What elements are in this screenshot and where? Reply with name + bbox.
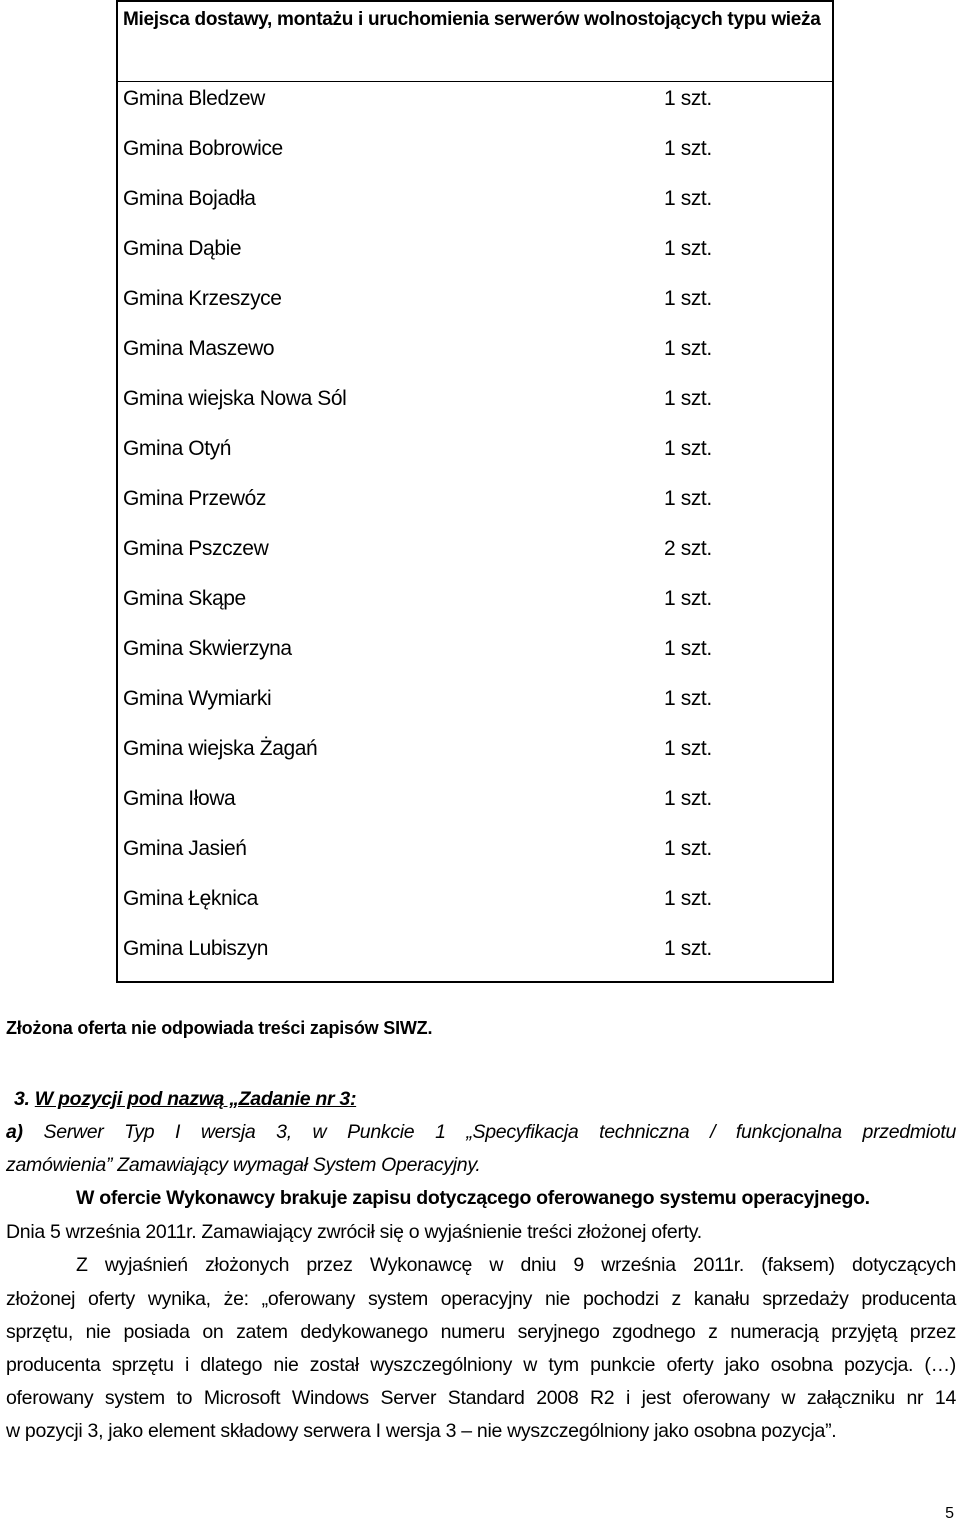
quantity: 1 szt. (664, 587, 712, 610)
municipality-name: Gmina Lubiszyn (123, 937, 268, 960)
municipality-name: Gmina Łęknica (123, 887, 258, 910)
municipality-name: Gmina Jasień (123, 837, 247, 860)
quantity: 1 szt. (664, 937, 712, 960)
municipality-name: Gmina wiejska Żagań (123, 737, 318, 760)
municipality-name: Gmina Krzeszyce (123, 287, 282, 310)
municipality-name: Gmina Wymiarki (123, 687, 272, 710)
explanation-line-2: złożonej oferty wynika, że: „oferowany system operacyjny nie pochodzi z kanału sprzedaży producenta (6, 1288, 956, 1310)
municipality-name: Gmina Bojadła (123, 187, 256, 210)
municipality-name: Gmina Przewóz (123, 487, 267, 510)
offer-note: Złożona oferta nie odpowiada treści zapisów SIWZ. (6, 1018, 433, 1038)
quantity: 1 szt. (664, 137, 712, 160)
explanation-line-5: oferowany system to Microsoft Windows Server Standard 2008 R2 i jest oferowany w załączniku nr 14 (6, 1387, 956, 1409)
quantity: 1 szt. (664, 337, 712, 360)
page-number: 5 (945, 1505, 954, 1522)
quantity: 1 szt. (664, 437, 712, 460)
table-row (118, 134, 832, 184)
point-a-line-2: zamówienia” Zamawiający wymagał System Operacyjny. (6, 1154, 481, 1176)
municipality-name: Gmina Otyń (123, 437, 232, 460)
explanation-line-1: Z wyjaśnień złożonych przez Wykonawcę w dniu 9 września 2011r. (faksem) dotyczących (76, 1254, 956, 1276)
municipality-name: Gmina Bledzew (123, 87, 265, 110)
table-row (118, 334, 832, 384)
table-row (118, 184, 832, 234)
municipality-name: Gmina wiejska Nowa Sól (123, 387, 347, 410)
explanation-line-3: sprzętu, nie posiada on zatem dedykowanego numeru seryjnego zgodnego z numeracją przyjętą przez (6, 1321, 956, 1343)
table-row (118, 84, 832, 134)
quantity: 1 szt. (664, 387, 712, 410)
quantity: 1 szt. (664, 687, 712, 710)
quantity: 1 szt. (664, 87, 712, 110)
municipality-name: Gmina Skąpe (123, 587, 246, 610)
section-heading (14, 1083, 960, 1115)
table-row (118, 884, 832, 934)
table-row (118, 734, 832, 784)
municipality-name: Gmina Pszczew (123, 537, 269, 560)
table-row (118, 934, 832, 984)
quantity: 1 szt. (664, 837, 712, 860)
municipality-name: Gmina Skwierzyna (123, 637, 292, 660)
point-a-label: a) (6, 1121, 23, 1143)
table-row (118, 484, 832, 534)
table-row (118, 234, 832, 284)
quantity: 1 szt. (664, 187, 712, 210)
municipality-name: Gmina Bobrowice (123, 137, 283, 160)
locations-table (116, 0, 834, 983)
explanation-line-6: w pozycji 3, jako element składowy serwera I wersja 3 – nie wyszczególniony jako osobna pozycja”. (6, 1420, 837, 1442)
explanation-line-4: producenta sprzętu i dlatego nie został wyszczególniony w tym punkcie oferty jako osobna pozycja. (…) (6, 1354, 956, 1376)
quantity: 1 szt. (664, 237, 712, 260)
table-header (118, 2, 832, 82)
quantity: 1 szt. (664, 737, 712, 760)
table-row (118, 684, 832, 734)
section-number: 3. (14, 1088, 30, 1110)
table-row (118, 834, 832, 884)
table-row (118, 434, 832, 484)
section-title: W pozycji pod nazwą „Zadanie nr 3: (34, 1088, 357, 1110)
quantity: 1 szt. (664, 487, 712, 510)
finding-text: W ofercie Wykonawcy brakuje zapisu dotyczącego oferowanego systemu operacyjnego. (76, 1187, 870, 1209)
quantity: 1 szt. (664, 637, 712, 660)
table-row (118, 384, 832, 434)
point-a-line-1 (6, 1116, 956, 1148)
table-row (118, 634, 832, 684)
quantity: 2 szt. (664, 537, 712, 560)
table-title: Miejsca dostawy, montażu i uruchomienia serwerów wolnostojących typu wieża (123, 9, 821, 30)
table-row (118, 784, 832, 834)
table-row (118, 534, 832, 584)
municipality-name: Gmina Dąbie (123, 237, 242, 260)
point-a-text-1: Serwer Typ I wersja 3, w Punkcie 1 „Specyfikacja techniczna / funkcjonalna przedmiotu (43, 1121, 956, 1143)
municipality-name: Gmina Maszewo (123, 337, 275, 360)
quantity: 1 szt. (664, 287, 712, 310)
date-line: Dnia 5 września 2011r. Zamawiający zwrócił się o wyjaśnienie treści złożonej oferty. (6, 1221, 702, 1243)
table-row (118, 584, 832, 634)
quantity: 1 szt. (664, 887, 712, 910)
municipality-name: Gmina Iłowa (123, 787, 236, 810)
table-row (118, 284, 832, 334)
quantity: 1 szt. (664, 787, 712, 810)
